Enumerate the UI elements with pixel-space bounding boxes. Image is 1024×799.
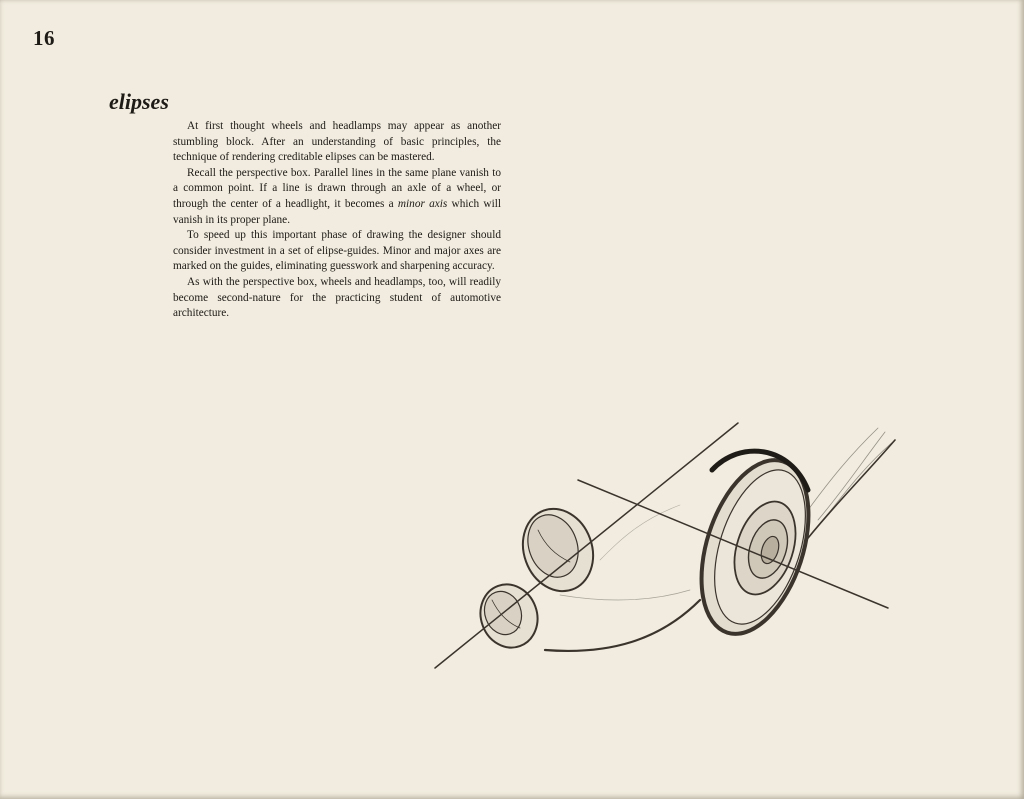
paragraph-2-start: Recall the perspective box. Parallel lines in the same plane vanish to a common point. If a line is drawn through an axle of a wheel, or through the center of a headlight, it becomes a [173, 166, 501, 210]
paragraph-2-emphasis: minor axis [397, 197, 448, 210]
headlamp-lower [472, 576, 547, 655]
paragraph-1: At first thought wheels and headlamps may appear as another stumbling block. After an understanding of basic principles, the technique of rendering creditable elipses can be mastered. [173, 120, 501, 164]
page-number: 16 [33, 26, 55, 50]
paragraph-2-end: which will vanish in its proper plane. [173, 197, 501, 226]
section-heading: elipses [109, 89, 169, 114]
paragraph-3: To speed up this important phase of drawing the designer should consider investment in a set of elipse-guides. Minor and major axes are marked on the guides, eliminating guesswork and sharpening accuracy. [173, 229, 501, 273]
fender-sketch-lines [808, 428, 895, 530]
body-curve [545, 600, 700, 651]
paragraph-4: As with the perspective box, wheels and headlamps, too, will readily become second-nature for the practicing student of automotive architecture. [173, 275, 501, 320]
fender-edge [800, 440, 895, 548]
headlamp-upper [512, 499, 605, 601]
tire [682, 447, 829, 648]
minor-axis-line-long [435, 423, 738, 668]
